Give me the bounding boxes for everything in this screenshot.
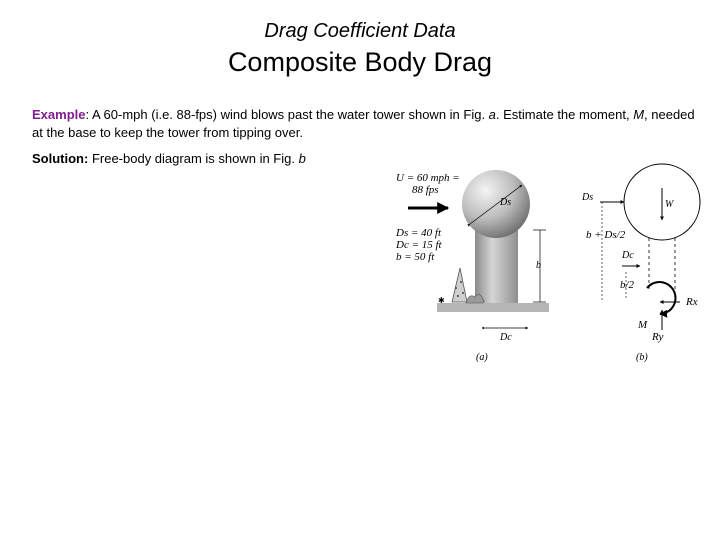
slide-subtitle: Drag Coefficient Data bbox=[264, 20, 456, 42]
tree bbox=[452, 268, 467, 302]
tree-speckle bbox=[462, 292, 464, 294]
dim-height: b = 50 ft bbox=[396, 251, 435, 263]
tree-speckle bbox=[460, 281, 462, 283]
fig-b bbox=[581, 164, 700, 363]
dim-column-diameter: Dc = 15 ft bbox=[396, 239, 442, 251]
solution-fig-ref: b bbox=[298, 151, 306, 166]
example-text-2: . Estimate the moment, bbox=[495, 107, 634, 122]
solution-text: Free-body diagram is shown in Fig. bbox=[88, 151, 299, 166]
wind-speed-line-2: 88 fps bbox=[412, 184, 439, 196]
wind-speed-line-1: U = 60 mph = bbox=[396, 172, 460, 184]
sphere-diameter-label: Ds bbox=[500, 197, 512, 208]
example-label: Example bbox=[32, 107, 86, 122]
dim-sphere-diameter: Ds = 40 ft bbox=[396, 227, 442, 239]
moment-arc bbox=[647, 282, 675, 314]
water-tower-figure bbox=[390, 162, 720, 372]
drag-sphere-label: Ds bbox=[582, 192, 594, 203]
tower-sphere bbox=[462, 170, 530, 238]
ground-base bbox=[437, 303, 549, 312]
fig-a-caption: (a) bbox=[476, 352, 488, 363]
moment-label: M bbox=[638, 319, 648, 331]
example-text-1: : A 60-mph (i.e. 88-fps) wind blows past the water tower shown in Fig. bbox=[85, 107, 489, 122]
example-moment-symbol: M bbox=[633, 107, 645, 122]
slide-title: Composite Body Drag bbox=[227, 47, 493, 77]
example-paragraph bbox=[32, 106, 702, 142]
weight-label: W bbox=[665, 199, 674, 210]
reaction-y-label: Ry bbox=[652, 331, 664, 343]
solution-label: Solution: bbox=[32, 151, 89, 166]
lever-arm-2-label: b/2 bbox=[620, 279, 635, 291]
tree-speckle bbox=[455, 287, 457, 289]
reaction-x-label: Rx bbox=[686, 296, 698, 308]
fig-b-caption: (b) bbox=[636, 352, 648, 363]
example-fig-ref: a bbox=[488, 107, 496, 122]
drag-column-label: Dc bbox=[622, 250, 634, 261]
fig-a bbox=[395, 170, 549, 363]
column-diameter-label: Dc bbox=[500, 332, 512, 343]
height-dim-label: b bbox=[536, 260, 541, 271]
example-text-3: , needed at the base to keep the tower from tipping over. bbox=[32, 107, 695, 140]
grass-mark: ✱ bbox=[438, 296, 445, 305]
lever-arm-1-label: b + Ds/2 bbox=[586, 229, 626, 241]
tree-speckle bbox=[457, 295, 459, 297]
